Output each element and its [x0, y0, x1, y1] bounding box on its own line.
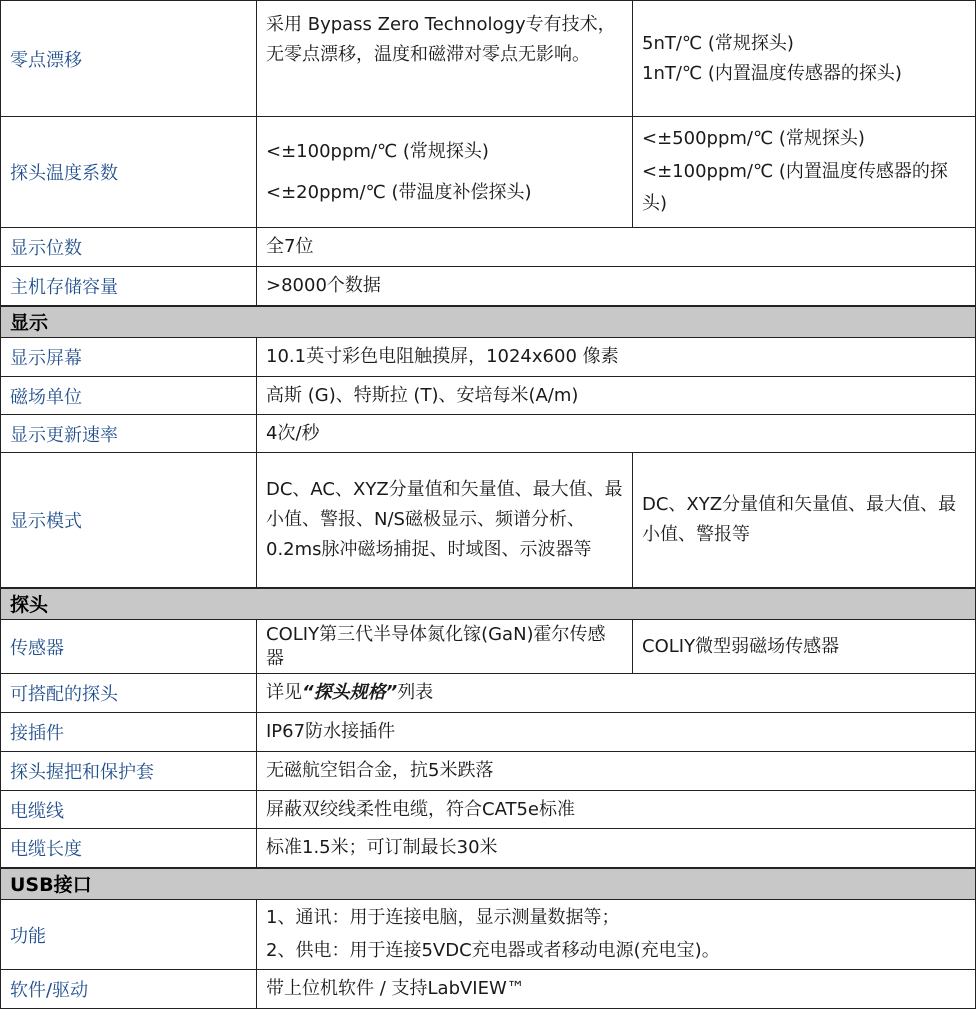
row-cable-length [1, 829, 976, 868]
row-label: 电缆长度 [1, 829, 257, 868]
row-value [257, 674, 976, 713]
row-value: DC、AC、XYZ分量值和矢量值、最大值、最小值、警报、N/S磁极显示、频谱分析、0.2ms脉冲磁场捕捉、时域图、示波器等 [257, 453, 633, 588]
section-title: USB接口 [1, 868, 976, 900]
row-software [1, 970, 976, 1009]
row-value: 标准1.5米；可订制最长30米 [257, 829, 976, 868]
row-screen [1, 338, 976, 377]
function-power: 2、供电：用于连接5VDC充电器或者移动电源(充电宝)。 [266, 939, 720, 961]
temp-coef-alt-sensor: <±100ppm/℃ (内置温度传感器的探头) [642, 160, 948, 215]
row-display-modes [1, 453, 976, 588]
row-label: 显示更新速率 [1, 415, 257, 453]
row-label: 接插件 [1, 713, 257, 752]
row-value: 高斯 (G)、特斯拉 (T)、安培每米(A/m) [257, 377, 976, 415]
row-refresh [1, 415, 976, 453]
row-label: 磁场单位 [1, 377, 257, 415]
row-label: 探头温度系数 [1, 117, 257, 228]
row-handle [1, 752, 976, 791]
probes-suffix: 列表 [397, 682, 434, 704]
row-label: 零点漂移 [1, 1, 257, 117]
row-value: 10.1英寸彩色电阻触摸屏，1024x600 像素 [257, 338, 976, 377]
row-value: 4次/秒 [257, 415, 976, 453]
row-value-alt: DC、XYZ分量值和矢量值、最大值、最小值、警报等 [633, 453, 976, 588]
row-value: IP67防水接插件 [257, 713, 976, 752]
row-value [257, 900, 976, 970]
row-value: 全7位 [257, 228, 976, 267]
temp-coef-compensated: <±20ppm/℃ (带温度补偿探头) [266, 182, 532, 203]
temp-coef-standard: <±100ppm/℃ (常规探头) [266, 140, 489, 162]
row-label: 显示模式 [1, 453, 257, 588]
row-value: 屏蔽双绞线柔性电缆，符合CAT5e标准 [257, 791, 976, 829]
section-header-usb [1, 868, 976, 900]
row-units [1, 377, 976, 415]
row-label: 可搭配的探头 [1, 674, 257, 713]
row-function [1, 900, 976, 970]
zero-drift-temp-sensor: 1nT/℃ (内置温度传感器的探头) [642, 62, 902, 84]
row-label: 电缆线 [1, 791, 257, 829]
row-compatible-probes [1, 674, 976, 713]
section-title: 显示 [1, 306, 976, 338]
section-title: 探头 [1, 588, 976, 620]
row-label: 功能 [1, 900, 257, 970]
row-label: 传感器 [1, 620, 257, 674]
row-label: 显示屏幕 [1, 338, 257, 377]
row-connector [1, 713, 976, 752]
row-zero-drift [1, 1, 976, 117]
row-value-alt [633, 117, 976, 228]
row-label: 主机存储容量 [1, 267, 257, 306]
row-storage [1, 267, 976, 306]
row-value-alt: COLIY微型弱磁场传感器 [633, 620, 976, 674]
row-cable [1, 791, 976, 829]
row-value-alt [633, 1, 976, 117]
row-value: >8000个数据 [257, 267, 976, 306]
zero-drift-description: 采用 Bypass Zero Technology专有技术，无零点漂移，温度和磁滞对零点无影响。 [266, 14, 616, 65]
probe-spec-reference: “探头规格” [302, 682, 398, 704]
row-label: 探头握把和保护套 [1, 752, 257, 791]
temp-coef-alt-standard: <±500ppm/℃ (常规探头) [642, 128, 865, 150]
row-value: 无磁航空铝合金，抗5米跌落 [257, 752, 976, 791]
row-value [257, 117, 633, 228]
row-sensor [1, 620, 976, 674]
zero-drift-standard: 5nT/℃ (常规探头) [642, 32, 794, 54]
function-communication: 1、通讯：用于连接电脑，显示测量数据等； [266, 907, 620, 929]
probes-prefix: 详见 [266, 682, 302, 704]
row-label: 软件/驱动 [1, 970, 257, 1009]
row-temp-coefficient [1, 117, 976, 228]
section-header-display [1, 306, 976, 338]
row-value [257, 1, 633, 117]
row-label: 显示位数 [1, 228, 257, 267]
section-header-probe [1, 588, 976, 620]
row-digits [1, 228, 976, 267]
row-value: 带上位机软件 / 支持LabVIEW™ [257, 970, 976, 1009]
row-value: COLIY第三代半导体氮化镓(GaN)霍尔传感器 [257, 620, 633, 674]
